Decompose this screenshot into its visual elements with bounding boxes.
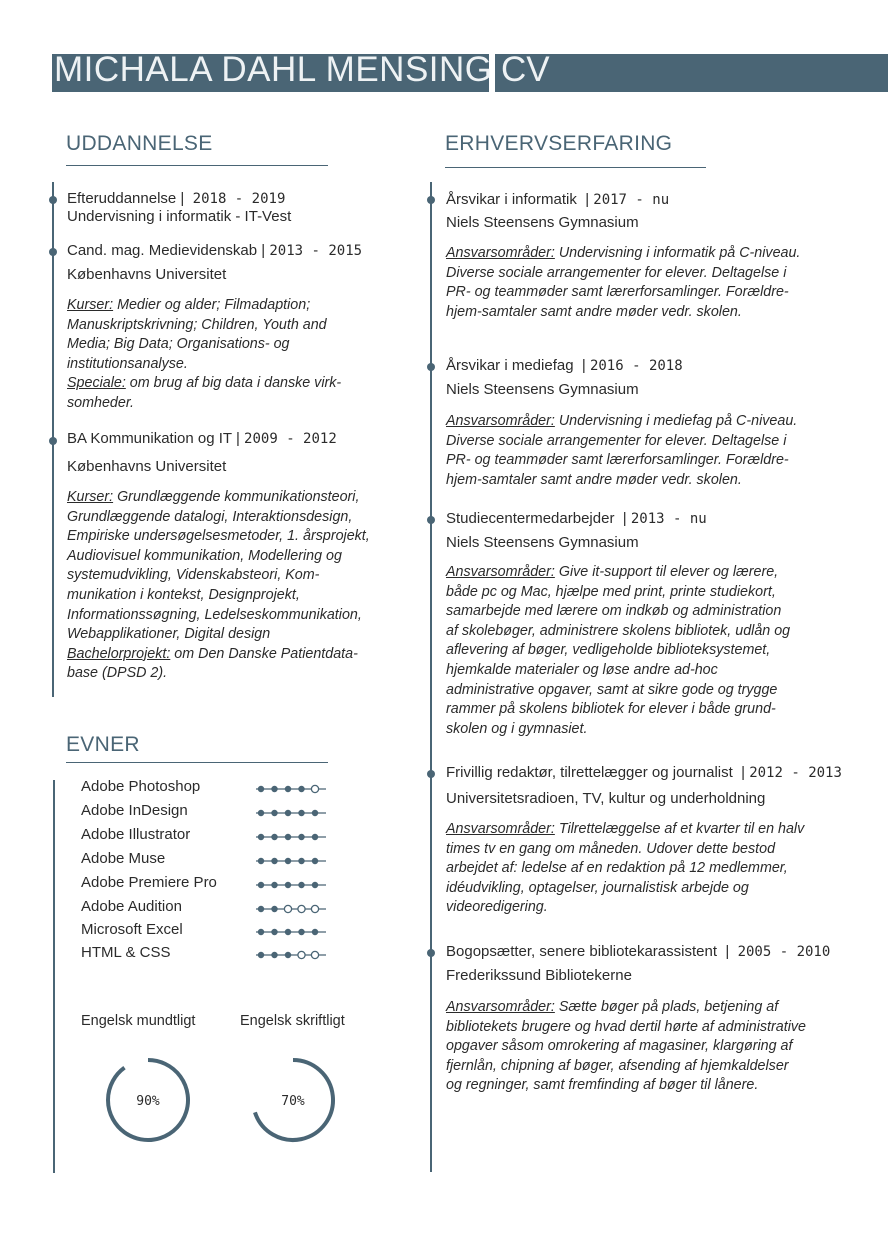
organization: Niels Steensens Gymnasium xyxy=(446,214,639,231)
rating-dot-filled xyxy=(258,906,263,911)
rating-dot-filled xyxy=(285,834,290,839)
organization: Niels Steensens Gymnasium xyxy=(446,534,639,551)
years: 2005 - 2010 xyxy=(737,944,831,960)
courses-label: Kurser: xyxy=(67,489,114,505)
rating-dot-filled xyxy=(272,810,277,815)
timeline-dot xyxy=(427,363,435,371)
rating-dot-filled xyxy=(299,834,304,839)
years: 2012 - 2013 xyxy=(749,765,842,781)
rating-dot-empty xyxy=(298,951,305,958)
years: 2016 - 2018 xyxy=(589,358,683,374)
skill-rating xyxy=(256,903,326,915)
skill-rating xyxy=(256,879,326,891)
special-label: Speciale: xyxy=(67,375,126,392)
entry-title: Bogopsætter, senere bibliotekarassistent | 2005 - 2010 xyxy=(446,943,831,960)
skill-row xyxy=(81,898,351,920)
skill-row xyxy=(81,850,351,872)
rating-dot-filled xyxy=(299,810,304,815)
responsibilities: Ansvarsområder: Sætte bøger på plads, betjening af bibliotekets brugere og hvad dertil hørte af administrative opgaver såsom omrokering af magasiner, klargøring af fjernlån, chipning af bøger, afsending af hjemkaldelser og regninger, samt fremfinding af bøger til lånere. xyxy=(446,999,806,1094)
responsibilities-label: Ansvarsområder: xyxy=(446,413,555,429)
header-name-bar xyxy=(52,50,493,92)
skill-name: Adobe InDesign xyxy=(81,802,188,819)
skill-row xyxy=(81,944,351,966)
skills-rule xyxy=(66,762,328,763)
project-label: Bachelorprojekt: xyxy=(67,645,171,662)
skill-name: Adobe Audition xyxy=(81,898,182,915)
rating-dot-filled xyxy=(272,952,277,957)
rating-dot-filled xyxy=(258,786,263,791)
language-label: Engelsk mundtligt xyxy=(81,1013,196,1029)
organization: Frederikssund Bibliotekerne xyxy=(446,967,632,984)
rating-dot-filled xyxy=(258,929,263,934)
rating-dot-filled xyxy=(285,929,290,934)
rating-dot-filled xyxy=(299,929,304,934)
experience-title: ERHVERVSERFARING xyxy=(445,132,673,155)
skill-rating xyxy=(256,949,326,961)
skills-title: EVNER xyxy=(66,733,140,756)
institution: Københavns Universitet xyxy=(67,458,227,475)
entry-title: Cand. mag. Medievidenskab | 2013 - 2015 xyxy=(67,242,363,259)
rating-dot-empty xyxy=(311,951,318,958)
years: 2009 - 2012 xyxy=(244,431,337,447)
rating-dot-filled xyxy=(272,929,277,934)
responsibilities: Ansvarsområder: Tilrettelæggelse af et kvarter til en halv times tv en gang om måneden. Udover dette bestod arbejdet af: ledelse af en redaktion på 12 medlemmer, idéudvikling, optagelser, journalistisk arbejde og videoredigering. xyxy=(446,821,805,916)
skill-row xyxy=(81,874,351,896)
skills-timeline xyxy=(53,780,55,1173)
entry-title: Årsvikar i informatik | 2017 - nu xyxy=(446,191,670,208)
timeline-dot xyxy=(427,196,435,204)
language-label: Engelsk skriftligt xyxy=(240,1013,345,1029)
role: Studiecentermedarbejder xyxy=(446,510,615,527)
rating-dot-filled xyxy=(299,882,304,887)
rating-dot-filled xyxy=(299,786,304,791)
rating-dot-filled xyxy=(312,882,317,887)
years: 2017 - nu xyxy=(593,192,670,208)
skill-name: Adobe Illustrator xyxy=(81,826,191,843)
role: Frivillig redaktør, tilrettelægger og journalist xyxy=(446,764,733,781)
institution: Københavns Universitet xyxy=(67,266,227,283)
role: Årsvikar i informatik xyxy=(446,191,577,208)
rating-dot-filled xyxy=(299,858,304,863)
skill-rating xyxy=(256,926,326,938)
rating-dot-filled xyxy=(272,834,277,839)
role: Årsvikar i mediefag xyxy=(446,357,574,374)
education-rule xyxy=(66,165,328,166)
skill-rating xyxy=(256,807,326,819)
skill-rating xyxy=(256,783,326,795)
gauge-percent: 70% xyxy=(281,1094,305,1109)
entry-title: BA Kommunikation og IT | 2009 - 2012 xyxy=(67,430,337,447)
rating-dot-filled xyxy=(272,786,277,791)
responsibilities-label: Ansvarsområder: xyxy=(446,564,555,580)
responsibilities-label: Ansvarsområder: xyxy=(446,999,555,1015)
rating-dot-filled xyxy=(312,929,317,934)
rating-dot-filled xyxy=(312,834,317,839)
skill-name: Adobe Photoshop xyxy=(81,778,201,795)
entry-title: Efteruddannelse | 2018 - 2019 xyxy=(67,190,286,207)
header-cv-bar xyxy=(495,50,888,92)
skill-row xyxy=(81,921,351,943)
timeline-dot xyxy=(427,949,435,957)
years: 2018 - 2019 xyxy=(192,191,286,207)
rating-dot-filled xyxy=(258,858,263,863)
degree: BA Kommunikation og IT xyxy=(67,430,232,447)
entry-title: Studiecentermedarbejder | 2013 - nu xyxy=(446,510,707,527)
rating-dot-filled xyxy=(312,810,317,815)
rating-dot-filled xyxy=(285,858,290,863)
timeline-dot xyxy=(49,248,57,256)
organization: Niels Steensens Gymnasium xyxy=(446,381,639,398)
gauge-percent: 90% xyxy=(136,1094,160,1109)
courses-text: Kurser: Medier og alder; Filmadaption; Manuskriptskrivning; Children, Youth and Media; Big Data; Organisations- og institutionsanalyse. Speciale: om brug af big data i danske virk- somheder. xyxy=(67,297,342,411)
language-gauge xyxy=(104,1056,192,1144)
skill-row xyxy=(81,826,351,848)
organization: Universitetsradioen, TV, kultur og underholdning xyxy=(446,790,766,807)
entry-title: Årsvikar i mediefag | 2016 - 2018 xyxy=(446,357,683,374)
skill-rating xyxy=(256,855,326,867)
degree: Cand. mag. Medievidenskab xyxy=(67,242,258,259)
experience-timeline xyxy=(430,182,432,1172)
rating-dot-filled xyxy=(285,810,290,815)
courses-label: Kurser: xyxy=(67,297,114,313)
experience-rule xyxy=(445,167,706,168)
language-gauge xyxy=(249,1056,337,1144)
rating-dot-empty xyxy=(298,905,305,912)
rating-dot-filled xyxy=(285,952,290,957)
timeline-dot xyxy=(49,437,57,445)
document-type: CV xyxy=(501,50,550,89)
full-name: MICHALA DAHL MENSING xyxy=(54,50,493,89)
role: Bogopsætter, senere bibliotekarassistent xyxy=(446,943,717,960)
rating-dot-filled xyxy=(258,810,263,815)
years: 2013 - nu xyxy=(630,511,707,527)
responsibilities-label: Ansvarsområder: xyxy=(446,245,555,261)
skill-rating xyxy=(256,831,326,843)
skill-name: Adobe Muse xyxy=(81,850,166,867)
rating-dot-filled xyxy=(258,952,263,957)
rating-dot-filled xyxy=(258,834,263,839)
rating-dot-empty xyxy=(311,905,318,912)
timeline-dot xyxy=(427,516,435,524)
rating-dot-filled xyxy=(312,858,317,863)
responsibilities: Ansvarsområder: Undervisning i informatik på C-niveau. Diverse sociale arrangementer for elever. Deltagelse i PR- og teammøder samt lærerforsamlinger. Forældre- hjem-samtaler samt andre møder vedr. skolen. xyxy=(446,245,801,320)
entry-title: Frivillig redaktør, tilrettelægger og journalist | 2012 - 2013 xyxy=(446,764,842,781)
institution: Undervisning i informatik - IT-Vest xyxy=(67,208,292,225)
years: 2013 - 2015 xyxy=(269,243,363,259)
education-title: UDDANNELSE xyxy=(66,132,213,155)
rating-dot-filled xyxy=(272,858,277,863)
skill-name: Microsoft Excel xyxy=(81,921,183,938)
skill-name: Adobe Premiere Pro xyxy=(81,874,217,891)
skill-row xyxy=(81,802,351,824)
skill-name: HTML & CSS xyxy=(81,944,171,961)
rating-dot-empty xyxy=(311,785,318,792)
rating-dot-filled xyxy=(272,906,277,911)
rating-dot-empty xyxy=(284,905,291,912)
rating-dot-filled xyxy=(272,882,277,887)
rating-dot-filled xyxy=(285,882,290,887)
responsibilities: Ansvarsområder: Undervisning i mediefag på C-niveau. Diverse sociale arrangementer for elever. Deltagelse i PR- og teammøder samt lærerforsamlinger. Forældre- hjem-samtaler samt andre møder vedr. skolen. xyxy=(446,413,798,488)
courses-text: Kurser: Grundlæggende kommunikationsteori, Grundlæggende datalogi, Interaktionsdesign, Empiriske undersøgelsesmetoder, 1. årsprojekt, Audiovisuel kommunikation, Modellering og systemudvikling, Videnskabsteori, Kom- munikation i kontekst, Designprojekt, Informationssøgning, Ledelseskommunikation, Webapplikationer, Digital design Bachelorprojekt: om Den Danske Patientdata- base (DPSD 2). xyxy=(67,489,370,682)
timeline-dot xyxy=(427,770,435,778)
responsibilities: Ansvarsområder: Give it-support til elever og lærere, både pc og Mac, hjælpe med print, printe studiekort, samarbejde med lærere om indkøb og administration af skolebøger, administrere skolens bibliotek, udlån og aflevering af bøger, vedligeholde biblioteksystemet, hjemkalde materialer og løse andre ad-hoc administrative opgaver, samt at sikre gode og trygge rammer på skolens bibliotek for elever i både grund- skolen og i gymnasiet. xyxy=(446,564,791,737)
degree: Efteruddannelse xyxy=(67,190,177,207)
timeline-dot xyxy=(49,196,57,204)
rating-dot-filled xyxy=(285,786,290,791)
responsibilities-label: Ansvarsområder: xyxy=(446,821,555,837)
skill-row xyxy=(81,778,351,800)
rating-dot-filled xyxy=(258,882,263,887)
